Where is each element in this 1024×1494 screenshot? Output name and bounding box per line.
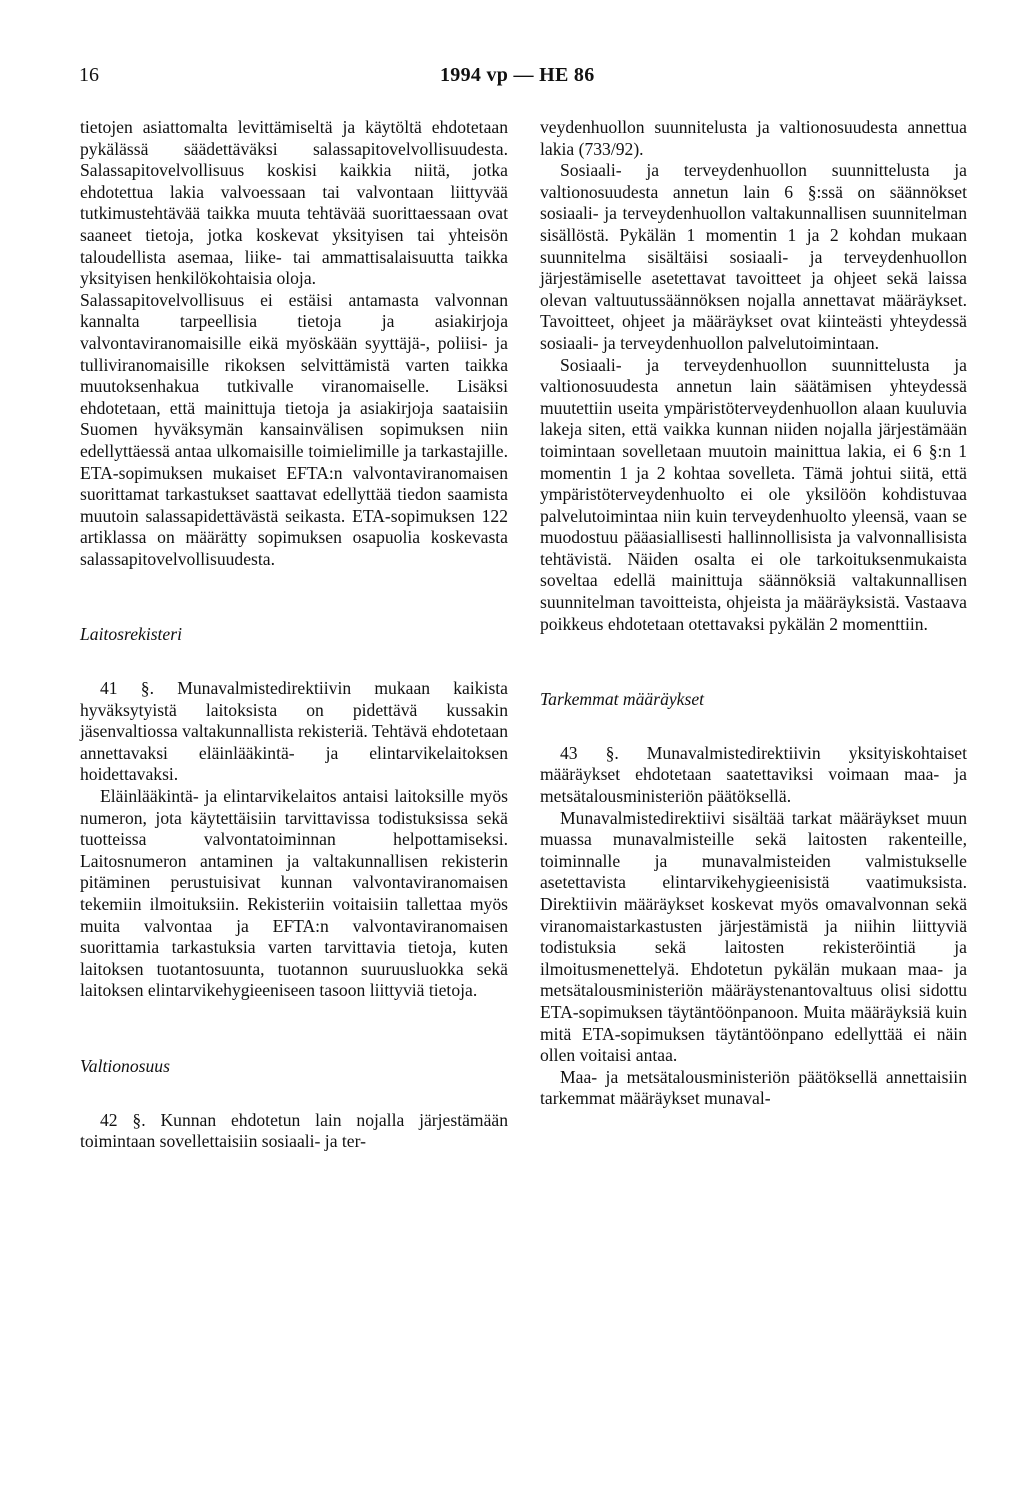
paragraph: veydenhuollon suunnitelusta ja valtionosuudesta annettua lakia (733/92). (540, 117, 967, 159)
paragraph: 43 §. Munavalmistedirektiivin yksityiskohtaiset määräykset ehdotetaan saatettaviksi voimaan maa- ja metsätalousministeriön päätöksellä. (540, 742, 967, 807)
left-column (80, 117, 508, 1153)
paragraph: Salassapitovelvollisuus ei estäisi antamasta valvonnan kannalta tarpeellisia tietoja ja asiakirjoja valvontaviranomaisille eikä myöskään syyttäjä-, poliisi- ja tulliviranomaisille rikoksen selvittämistä varten taikka muutoksenhakua tutkivalle viranomaiselle. Lisäksi ehdotetaan, että mainittuja tietoja ja asiakirjoja saataisiin Suomen hyväksymän kansainvälisen sopimuksen niin edellyttäessä antaa ulkomaisille toimielimille ja tarkastajille. ETA-sopimuksen mukaiset EFTA:n valvontaviranomaisen suorittamat tarkastukset saattavat edellyttää tiedon saamista muutoin salassapidettävästä seikasta. ETA-sopimuksen 122 artiklassa on määrätty sopimuksen osapuolia koskevasta salassapitovelvollisuudesta. (80, 289, 508, 569)
page-number: 16 (79, 64, 99, 86)
section-heading-tarkemmat-maaraykset: Tarkemmat määräykset (540, 689, 705, 710)
paragraph: 41 §. Munavalmistedirektiivin mukaan kaikista hyväksytyistä laitoksista on pidettävä kussakin jäsenvaltiossa valtakunnallista rekisteriä. Tehtävä ehdotetaan annettavaksi eläinlääkintä- ja elintarvikelaitoksen hoidettavaksi. (80, 678, 508, 785)
paragraph: 42 §. Kunnan ehdotetun lain nojalla järjestämään toimintaan sovellettaisiin sosiaali- ja ter- (80, 1109, 508, 1152)
paragraph: Sosiaali- ja terveydenhuollon suunnittelusta ja valtionosuudesta annetun lain säätämisen yhteydessä muutettiin useita ympäristöterveydenhuollon alaan kuuluvia lakeja siten, että vaikka kunnan niiden nojalla järjestämään toimintaan sovelletaan muutoin mainittua lakia, ei 6 §:n 1 momentin 1 ja 2 kohtaa sovelleta. Tämä johtui siitä, että ympäristöterveydenhuolto ei ole yksilöön kohdistuvaa palvelutoimintaa niin kuin terveydenhuolto yleensä, vaan se muodostuu pääasiallisesti hallinnollisista ja valvonnallisista tehtävistä. Näiden osalta ei ole tarkoituksenmukaista soveltaa edellä mainittuja säännöksiä valtakunnallisen suunnitelman tavoitteista, ohjeista ja määräyksistä. Vastaava poikkeus ehdotetaan otettavaksi pykälän 2 momenttiin. (540, 354, 967, 634)
paragraph: Maa- ja metsätalousministeriön päätöksellä annettaisiin tarkemmat määräykset munaval- (540, 1066, 967, 1109)
section-heading-laitosrekisteri: Laitosrekisteri (80, 624, 182, 645)
right-column (540, 117, 967, 1110)
paragraph: tietojen asiattomalta levittämiseltä ja käytöltä ehdotetaan pykälässä säädettäväksi salassapitovelvollisuudesta. Salassapitovelvollisuus koskisi kaikkia niitä, jotka ehdotettua lakia valvoessaan tai valvontaan liittyvää tutkimustehtävää taikka muuta tehtävää suorittaessaan ovat saaneet tietoja, jotka koskevat yksityisen tai yhteisön taloudellista asemaa, liike- tai ammattisalaisuutta taikka yksityisen henkilökohtaisia oloja. (80, 117, 508, 289)
running-head: 1994 vp — HE 86 (440, 64, 595, 86)
paragraph: Eläinlääkintä- ja elintarvikelaitos antaisi laitoksille myös numeron, jota käytettäisiin tarvittavissa todistuksissa sekä tuotteissa valvontatoiminnan helpottamiseksi. Laitosnumeron antaminen ja valtakunnallisen rekisterin pitäminen perustuisivat kunnan valvontaviranomaisen tekemiin ilmoituksiin. Rekisteriin voitaisiin tallettaa myös muita valvontaa ja EFTA:n valvontaviranomaisen suorittamia tarkastuksia varten tarvittavia tietoja, kuten laitoksen tuotantosuunta, tuotannon suuruusluokka sekä laitoksen elintarvikehygieeniseen tasoon liittyviä tietoja. (80, 786, 508, 1001)
paragraph: Sosiaali- ja terveydenhuollon suunnittelusta ja valtionosuudesta annetun lain 6 §:ssä on säännökset sosiaali- ja terveydenhuollon valtakunnallisen suunnitelman sisällöstä. Pykälän 1 momentin 1 ja 2 kohdan mukaan suunnitelma sisältäisi sosiaali- ja terveydenhuollon järjestämiselle asetettavat tavoitteet ja ohjeet sekä laissa olevan valtuutussäännöksen nojalla annettavat määräykset. Tavoitteet, ohjeet ja määräykset ovat kiinteästi yhteydessä sosiaali- ja terveydenhuollon palvelutoimintaan. (540, 160, 967, 353)
paragraph: Munavalmistedirektiivi sisältää tarkat määräykset muun muassa munavalmisteille sekä laitosten rakenteille, toiminnalle ja munavalmisteiden valmistukselle asetettavista elintarvikehygieenisistä vaatimuksista. Direktiivin määräykset koskevat myös omavalvonnan sekä viranomaistarkastusten järjestämistä ja niihin liittyviä todistuksia sekä laitosten rekisteröintiä ja ilmoitusmenettelyä. Ehdotetun pykälän mukaan maa- ja metsätalousministeriön määräystenantovaltuus olisi sidottu ETA-sopimuksen täytäntöönpanoon. Muita määräyksiä kuin mitä ETA-sopimuksen täytäntöönpano edellyttää ei näin ollen voitaisi antaa. (540, 807, 967, 1066)
section-heading-valtionosuus: Valtionosuus (80, 1055, 170, 1076)
